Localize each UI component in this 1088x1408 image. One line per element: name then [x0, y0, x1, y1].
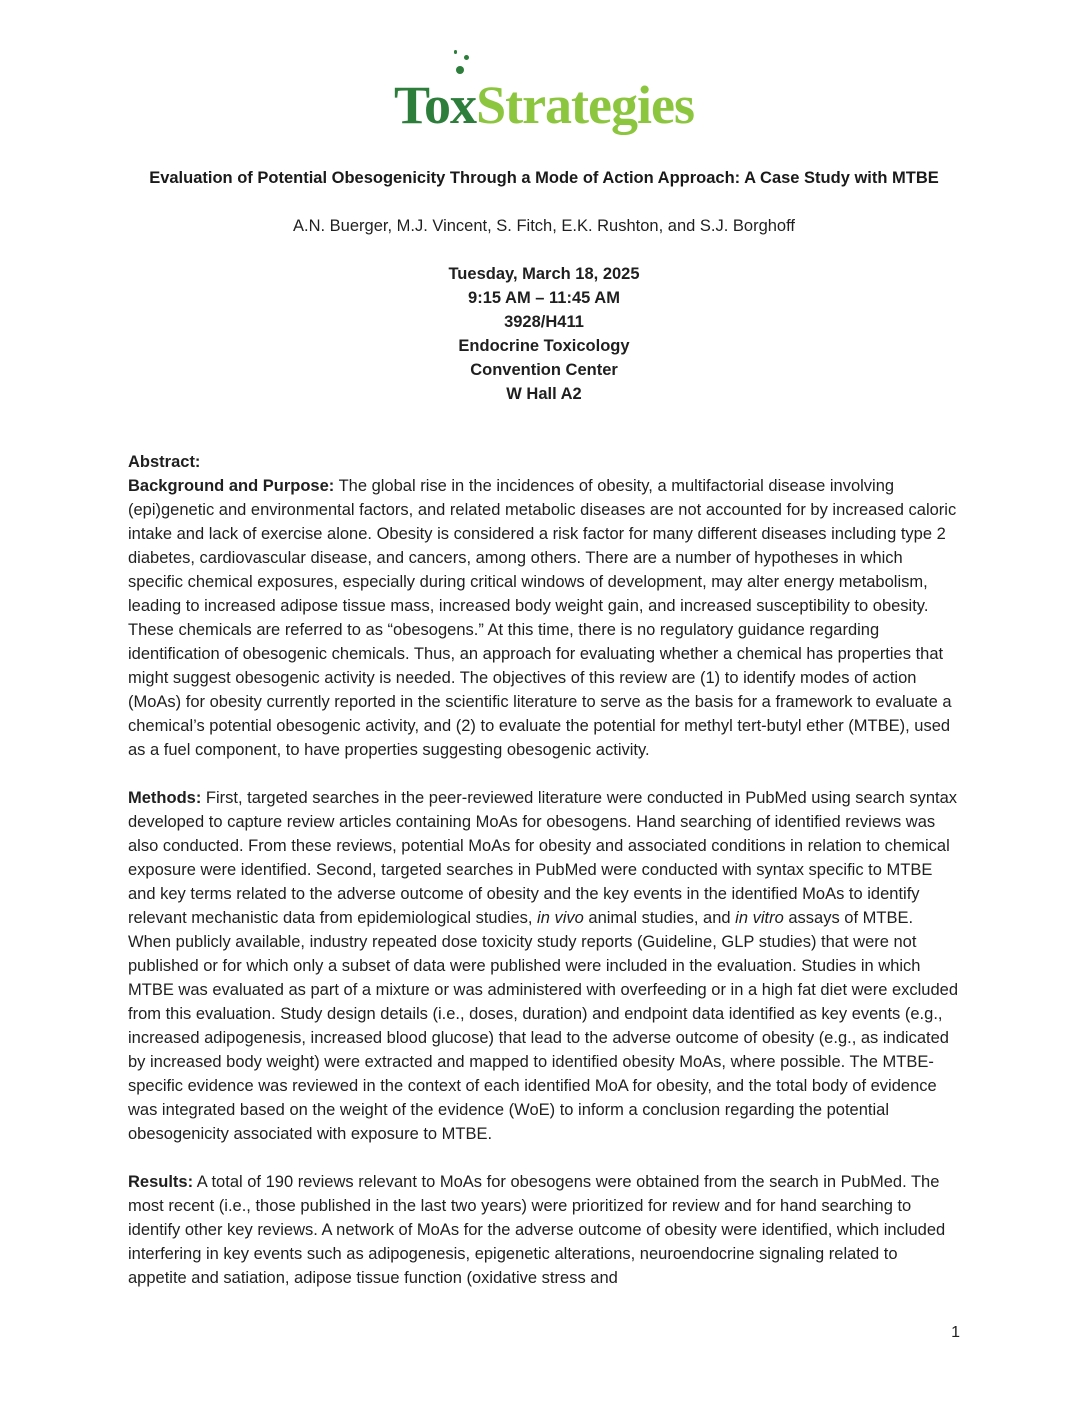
page-title: Evaluation of Potential Obesogenicity Through a Mode of Action Approach: A Case Study with MTBE	[149, 169, 939, 187]
methods-text-italic-in-vitro: in vitro	[735, 909, 784, 927]
event-time: 9:15 AM – 11:45 AM	[468, 289, 620, 307]
logo-text-strategies: Strategies	[476, 75, 694, 135]
event-details	[128, 262, 960, 406]
event-session-code: 3928/H411	[504, 313, 584, 331]
results-label: Results:	[128, 1173, 194, 1191]
authors-line: A.N. Buerger, M.J. Vincent, S. Fitch, E.K. Rushton, and S.J. Borghoff	[293, 217, 795, 235]
logo-text-tox: Tox	[394, 75, 477, 135]
background-label: Background and Purpose:	[128, 477, 335, 495]
methods-paragraph	[128, 786, 960, 1146]
abstract-section	[128, 450, 960, 1290]
methods-text-segment: First, targeted searches in the peer-reviewed literature were conducted in PubMed using search syntax developed to capture review articles containing MoAs for obesogens. Hand searching of identified reviews was also conducted. From these reviews, potential MoAs for obesity and associated conditions in relation to chemical exposure were identified. Second, targeted searches in PubMed were conducted with syntax specific to MTBE and key terms related to the adverse outcome of obesity and the key events in the identified MoAs to identify relevant mechanistic data from epidemiological studies,	[128, 789, 958, 927]
results-text: A total of 190 reviews relevant to MoAs for obesogens were obtained from the search in PubMed. The most recent (i.e., those published in the last two years) were prioritized for review and for hand searching to identify other key reviews. A network of MoAs for the adverse outcome of obesity were identified, which included interfering in key events such as adipogenesis, epigenetic alterations, neuroendocrine signaling related to appetite and satiation, adipose tissue function (oxidative stress and	[128, 1173, 946, 1287]
logo-container	[128, 60, 960, 135]
background-paragraph	[128, 450, 960, 762]
abstract-heading: Abstract:	[128, 453, 201, 471]
toxstrategies-logo	[394, 75, 694, 135]
event-track: Endocrine Toxicology	[458, 337, 630, 355]
methods-text-italic-in-vivo: in vivo	[537, 909, 584, 927]
page-number: 1	[951, 1324, 960, 1341]
methods-label: Methods:	[128, 789, 202, 807]
event-venue: Convention Center	[470, 361, 618, 379]
results-paragraph	[128, 1170, 960, 1290]
logo-tox-wrap	[394, 75, 477, 135]
event-date: Tuesday, March 18, 2025	[448, 265, 640, 283]
methods-text-segment: animal studies, and	[583, 909, 736, 927]
methods-text-segment: assays of MTBE. When publicly available, industry repeated dose toxicity study reports (Guideline, GLP studies) that were not published or for which only a subset of data were published were included in the evaluation. Studies in which MTBE was evaluated as part of a mixture or was administered with overfeeding or in a high fat diet were excluded from this evaluation. Study design details (i.e., doses, duration) and endpoint data identified as key events (e.g., increased adipogenesis, increased blood glucose) that lead to the adverse outcome of obesity (e.g., as indicated by increased body weight) were extracted and mapped to identified obesity MoAs, where possible. The MTBE-specific evidence was reviewed in the context of each identified MoA for obesity, and the total body of evidence was integrated based on the weight of the evidence (WoE) to inform a conclusion regarding the potential obesogenicity associated with exposure to MTBE.	[128, 909, 959, 1143]
event-hall: W Hall A2	[506, 385, 582, 403]
background-text: The global rise in the incidences of obesity, a multifactorial disease involving (epi)genetic and environmental factors, and related metabolic diseases are not accounted for by increased caloric intake and lack of exercise alone. Obesity is considered a risk factor for many different diseases including type 2 diabetes, cardiovascular disease, and cancers, among others. There are a number of hypotheses in which specific chemical exposures, especially during critical windows of development, may alter energy metabolism, leading to increased adipose tissue mass, increased body weight gain, and increased susceptibility to obesity. These chemicals are referred to as “obesogens.” At this time, there is no regulatory guidance regarding identification of obesogenic chemicals. Thus, an approach for evaluating whether a chemical has properties that might suggest obesogenic activity is needed. The objectives of this review are (1) to identify modes of action (MoAs) for obesity currently reported in the scientific literature to serve as the basis for a framework to evaluate a chemical’s potential obesogenic activity, and (2) to evaluate the potential for methyl tert-butyl ether (MTBE), used as a fuel component, to have properties suggesting obesogenic activity.	[128, 477, 957, 759]
